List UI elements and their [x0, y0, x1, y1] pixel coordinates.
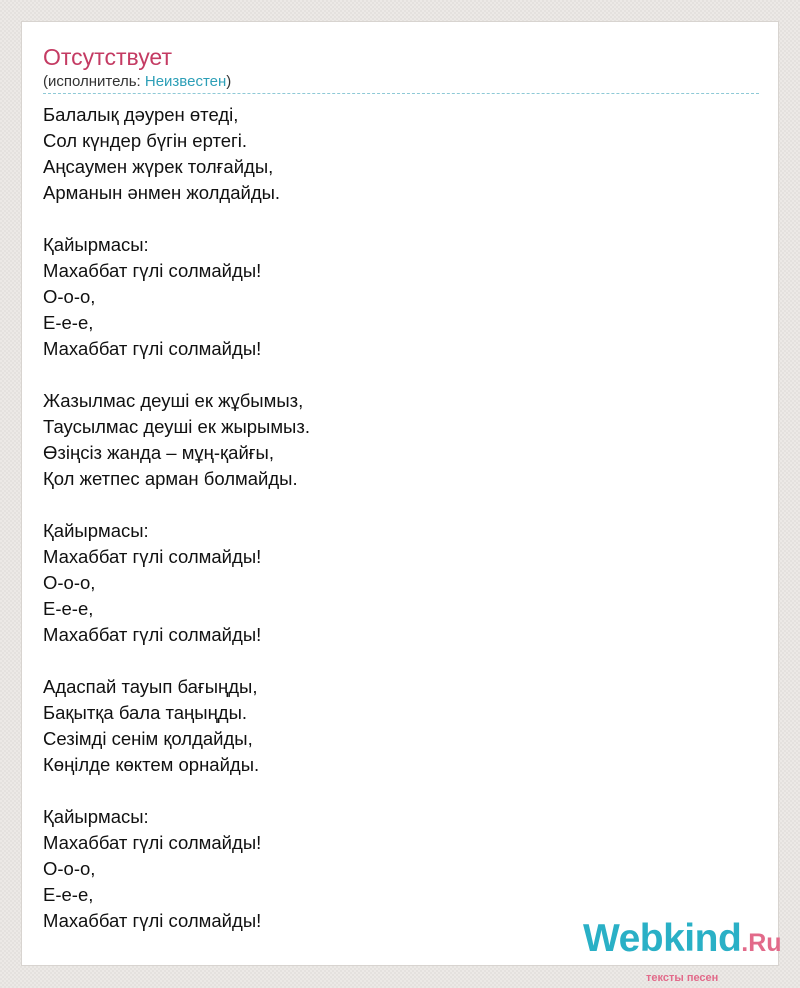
lyrics-stanza: [43, 232, 310, 362]
lyric-line: Қол жетпес арман болмайды.: [43, 468, 298, 489]
lyrics-stanza: [43, 518, 310, 648]
logo-word: Webkind: [583, 917, 742, 960]
logo-tld: .Ru: [741, 929, 782, 957]
lyric-line: Е-е-е,: [43, 884, 94, 905]
artist-prefix: (исполнитель:: [43, 73, 145, 90]
lyrics-text: [43, 102, 310, 960]
lyric-line: Сол күндер бүгін ертегі.: [43, 130, 248, 151]
lyric-line: Жазылмас деуші ек жұбымыз,: [43, 390, 304, 411]
logo-wordmark: [583, 917, 782, 965]
site-logo[interactable]: [583, 917, 783, 984]
song-title: Отсутствует: [43, 44, 172, 70]
lyric-line: Аңсаумен жүрек толғайды,: [43, 156, 274, 177]
lyric-line: Бақытқа бала таңыңды.: [43, 702, 248, 723]
lyric-line: Махаббат гүлі солмайды!: [43, 624, 262, 645]
artist-link[interactable]: Неизвестен: [144, 73, 227, 90]
lyric-line: Қайырмасы:: [43, 234, 149, 255]
lyric-line: Е-е-е,: [43, 312, 94, 333]
artist-suffix: ): [226, 73, 232, 90]
artist-line: [43, 73, 231, 91]
lyric-line: Е-е-е,: [43, 598, 94, 619]
title-divider: [43, 93, 759, 94]
lyric-line: Махаббат гүлі солмайды!: [43, 546, 262, 567]
lyric-line: Таусылмас деуші ек жырымыз.: [43, 416, 310, 437]
lyric-line: Махаббат гүлі солмайды!: [43, 910, 262, 931]
lyric-line: Адаспай тауып бағыңды,: [43, 676, 258, 697]
lyrics-stanza: [43, 388, 310, 492]
lyric-line: Көңілде көктем орнайды.: [43, 754, 260, 775]
lyrics-stanza: [43, 804, 310, 934]
lyric-line: О-о-о,: [43, 572, 96, 593]
lyric-line: О-о-о,: [43, 858, 96, 879]
lyric-line: Арманын әнмен жолдайды.: [43, 182, 281, 203]
lyric-line: Сезімді сенім қолдайды,: [43, 728, 253, 749]
lyric-line: Махаббат гүлі солмайды!: [43, 338, 262, 359]
lyric-line: Қайырмасы:: [43, 806, 149, 827]
lyric-line: Балалық дәурен өтеді,: [43, 104, 239, 125]
lyrics-stanza: [43, 674, 310, 778]
lyrics-card: [21, 21, 782, 984]
lyric-line: Қайырмасы:: [43, 520, 149, 541]
lyric-line: Өзіңсіз жанда – мұң-қайғы,: [43, 442, 274, 463]
lyric-line: О-о-о,: [43, 286, 96, 307]
logo-tagline: тексты песен: [646, 972, 719, 984]
lyric-line: Махаббат гүлі солмайды!: [43, 260, 262, 281]
lyrics-stanza: [43, 102, 310, 206]
lyric-line: Махаббат гүлі солмайды!: [43, 832, 262, 853]
